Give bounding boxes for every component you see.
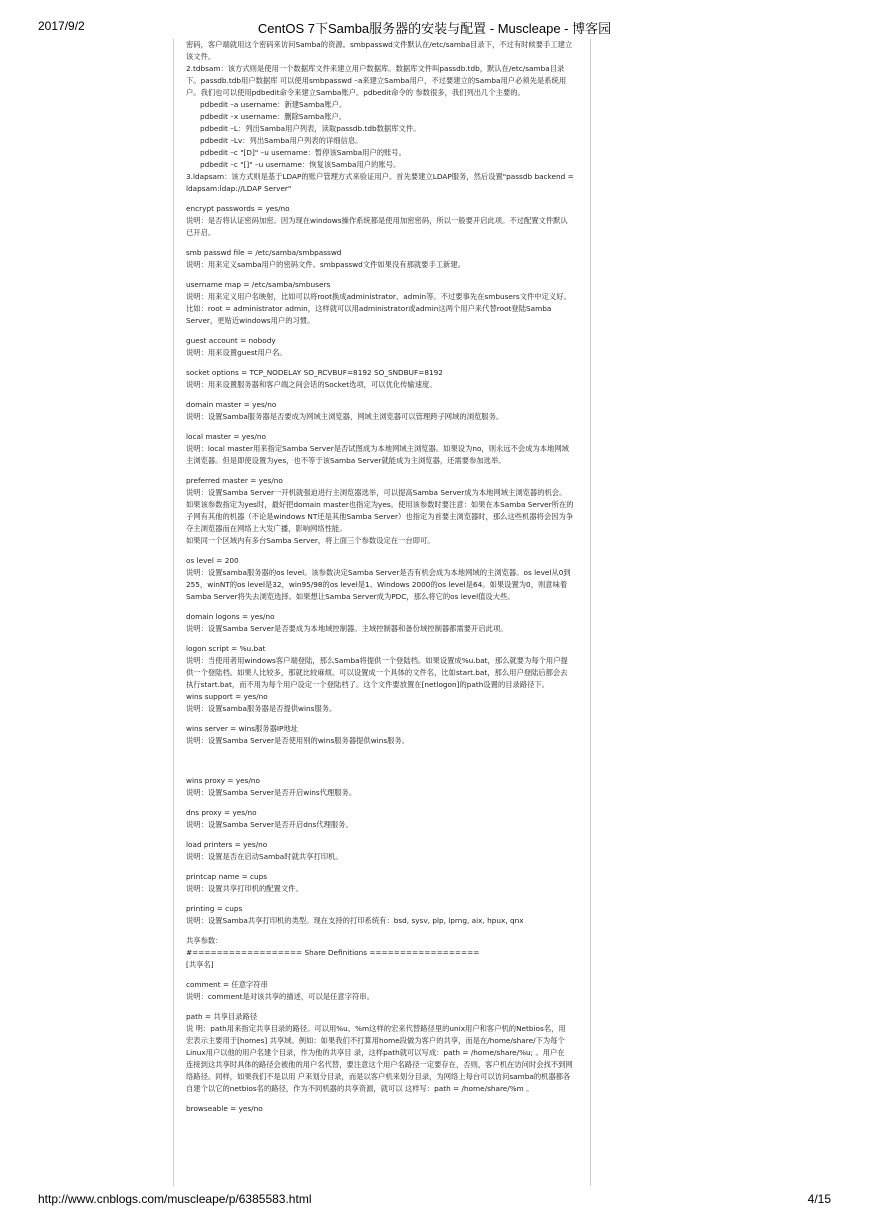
text-line: 宏表示主要用于[homes] 共享域。例如：如果我们不打算用home段做为客户的共享，而是在/home/share/下为每个 [186, 1036, 565, 1045]
text-line: 络路径。同样，如果我们不是以用 户来划分目录，而是以客户机来划分目录，为网络上每台可以访问samba的机器都各 [186, 1072, 571, 1081]
param-line: printing = cups [186, 904, 243, 913]
text-line: 说明：设置Samba服务器是否要成为网域主浏览器，网域主浏览器可以管理跨子网域的浏览服务。 [186, 412, 504, 421]
param-line: path = 共享目录路径 [186, 1012, 258, 1021]
page-url: http://www.cnblogs.com/muscleape/p/6385583.html [38, 1192, 312, 1206]
param-line: os level = 200 [186, 556, 239, 565]
param-line: logon script = %u.bat [186, 644, 266, 653]
text-line: 说明：设置是否在启动Samba时就共享打印机。 [186, 852, 343, 861]
param-line: encrypt passwords = yes/no [186, 204, 290, 213]
command-line: pdbedit –c "[]" –u username：恢复该Samba用户的账号。 [200, 160, 401, 169]
page-number: 4/15 [807, 1192, 831, 1206]
param-line: socket options = TCP_NODELAY SO_RCVBUF=8192 SO_SNDBUF=8192 [186, 368, 443, 377]
param-line: guest account = nobody [186, 336, 276, 345]
text-line: 下。passdb.tdb用户数据库 可以使用smbpasswd –a来建立Samba用户，不过要建立的Samba用户必须先是系统用 [186, 76, 567, 85]
print-date: 2017/9/2 [38, 19, 85, 33]
text-line: 说明：设置Samba共享打印机的类型。现在支持的打印系统有：bsd, sysv, plp, lprng, aix, hpux, qnx [186, 916, 524, 925]
text-line: 说明：设置Samba Server是否要成为本地域控制器。主域控制器和备份域控制器都需要开启此项。 [186, 624, 508, 633]
param-line: wins support = yes/no [186, 692, 268, 701]
param-line: domain master = yes/no [186, 400, 277, 409]
text-line: 说明：comment是对该共享的描述，可以是任意字符串。 [186, 992, 374, 1001]
param-line: local master = yes/no [186, 432, 266, 441]
param-line: domain logons = yes/no [186, 612, 275, 621]
text-line: 说明：设置samba服务器是否提供wins服务。 [186, 704, 337, 713]
text-line: 密码，客户端就用这个密码来访问Samba的资源。smbpasswd文件默认在/etc/samba目录下，不过有时候要手工建立 [186, 40, 573, 49]
param-line: browseable = yes/no [186, 1104, 263, 1113]
text-line: [共享名] [186, 960, 214, 969]
section-heading: 共享参数： [186, 936, 223, 945]
text-line: 说明：是否将认证密码加密。因为现在windows操作系统都是使用加密密码，所以一般要开启此项。不过配置文件默认 [186, 216, 568, 225]
text-line: 说明：用来设置服务器和客户端之间会话的Socket选项，可以优化传输速度。 [186, 380, 437, 389]
page-title: CentOS 7下Samba服务器的安装与配置 - Muscleape - 博客园 [257, 21, 612, 36]
text-line: 说明：当使用者用windows客户端登陆，那么Samba将提供一个登陆档。如果设置成%u.bat，那么就要为每个用户提 [186, 656, 568, 665]
text-line: 说明：设置samba服务器的os level。该参数决定Samba Server是否有机会成为本地网域的主浏览器。os level从0到 [186, 568, 571, 577]
text-line: 说明：local master用来指定Samba Server是否试图成为本地网域主浏览器。如果设为no，则永远不会成为本地网域 [186, 444, 569, 453]
text-line: 3.ldapsam：该方式则是基于LDAP的账户管理方式来验证用户。首先要建立LDAP服务，然后设置"passdb backend = [186, 172, 574, 181]
text-line: 户。我们也可以使用pdbedit命令来建立Samba账户。pdbedit命令的 参数很多，我们列出几个主要的。 [186, 88, 525, 97]
param-line: load printers = yes/no [186, 840, 268, 849]
text-line: Linux用户以他的用户名建个目录，作为他的共享目 录，这样path就可以写成：path = /home/share/%u; 。用户在 [186, 1048, 565, 1057]
param-line: dns proxy = yes/no [186, 808, 257, 817]
text-line: 说明：设置Samba Server是否开启wins代理服务。 [186, 788, 357, 797]
text-line: 如果该参数指定为yes时，最好把domain master也指定为yes。使用该参数时要注意：如果在本Samba Server所在的 [186, 500, 574, 509]
text-line: 供一个登陆档。如果人比较多，那就比较麻烦。可以设置成一个具体的文件名，比如start.bat，那么用户登陆后都会去 [186, 668, 568, 677]
param-line: wins proxy = yes/no [186, 776, 260, 785]
text-line: Samba Server将失去浏览选择。如果想让Samba Server成为PDC，那么将它的os level值设大些。 [186, 592, 515, 601]
text-line: 说明：用来定义用户名映射，比如可以将root换成administrator、admin等。不过要事先在smbusers文件中定义好。 [186, 292, 571, 301]
text-line: 主浏览器。但是即使设置为yes，也不等于该Samba Server就能成为主浏览器，还需要参加选举。 [186, 456, 506, 465]
command-line: pdbedit –L：列出Samba用户列表，读取passdb.tdb数据库文件。 [200, 124, 421, 133]
param-line: username map = /etc/samba/smbusers [186, 280, 331, 289]
command-line: pdbedit –x username：删除Samba账户。 [200, 112, 347, 121]
text-line: 说明：用来定义samba用户的密码文件。smbpasswd文件如果没有那就要手工新建。 [186, 260, 465, 269]
text-line: 说明：设置Samba Server是否使用别的wins服务器提供wins服务。 [186, 736, 410, 745]
text-line: 2.tdbsam：该方式则是使用一个数据库文件来建立用户数据库。数据库文件叫passdb.tdb，默认在/etc/samba目录 [186, 64, 565, 73]
text-line: 执行start.bat，而不用为每个用户设定一个登陆档了。这个文件要放置在[netlogon]的path设置的目录路径下。 [186, 680, 550, 689]
param-line: comment = 任意字符串 [186, 980, 268, 989]
param-line: printcap name = cups [186, 872, 268, 881]
text-line: 说 明：path用来指定共享目录的路径。可以用%u、%m这样的宏来代替路径里的unix用户和客户机的Netbios名，用 [186, 1024, 566, 1033]
text-line: 说明：设置Samba Server是否开启dns代理服务。 [186, 820, 353, 829]
article-content [173, 39, 591, 1186]
section-separator: #================== Share Definitions ================== [186, 948, 480, 957]
text-line: 比如：root = administrator admin，这样就可以用administrator或admin这两个用户来代替root登陆Samba [186, 304, 552, 313]
text-line: Server，更贴近windows用户的习惯。 [186, 316, 315, 325]
text-line: 说明：设置共享打印机的配置文件。 [186, 884, 303, 893]
text-line: 该文件。 [186, 52, 216, 61]
param-line: wins server = wins服务器IP地址 [186, 724, 299, 733]
command-line: pdbedit –a username：新建Samba账户。 [200, 100, 347, 109]
param-line: smb passwd file = /etc/samba/smbpasswd [186, 248, 342, 257]
text-line: 连接到这共享时具体的路径会被他的用户名代替，要注意这个用户名路径一定要存在，否则，客户机在访问时会找不到网 [186, 1060, 573, 1069]
text-line: 夺主浏览器而在网络上大发广播，影响网络性能。 [186, 524, 347, 533]
command-line: pdbedit –Lv：列出Samba用户列表的详细信息。 [200, 136, 363, 145]
text-line: 255，winNT的os level是32，win95/98的os level是1。Windows 2000的os level是64。如果设置为0，则意味着 [186, 580, 568, 589]
text-line: 说明：用来设置guest用户名。 [186, 348, 287, 357]
text-line: 子网有其他的机器（不论是windows NT还是其他Samba Server）也指定为首要主浏览器时，那么这些机器将会因为争 [186, 512, 574, 521]
text-line: ldapsam:ldap://LDAP Server" [186, 184, 292, 193]
text-line: 说明：设置Samba Server一开机就强迫进行主浏览器选举，可以提高Samba Server成为本地网域主浏览器的机会。 [186, 488, 567, 497]
command-line: pdbedit –c "[D]" –u username：暂停该Samba用户的账号。 [200, 148, 406, 157]
text-line: 如果同一个区域内有多台Samba Server，将上面三个参数设定在一台即可。 [186, 536, 435, 545]
param-line: preferred master = yes/no [186, 476, 283, 485]
text-line: 自建个以它的netbios名的路径，作为不同机器的共享资源，就可以 这样写：path = /home/share/%m 。 [186, 1084, 534, 1093]
text-line: 已开启。 [186, 228, 216, 237]
